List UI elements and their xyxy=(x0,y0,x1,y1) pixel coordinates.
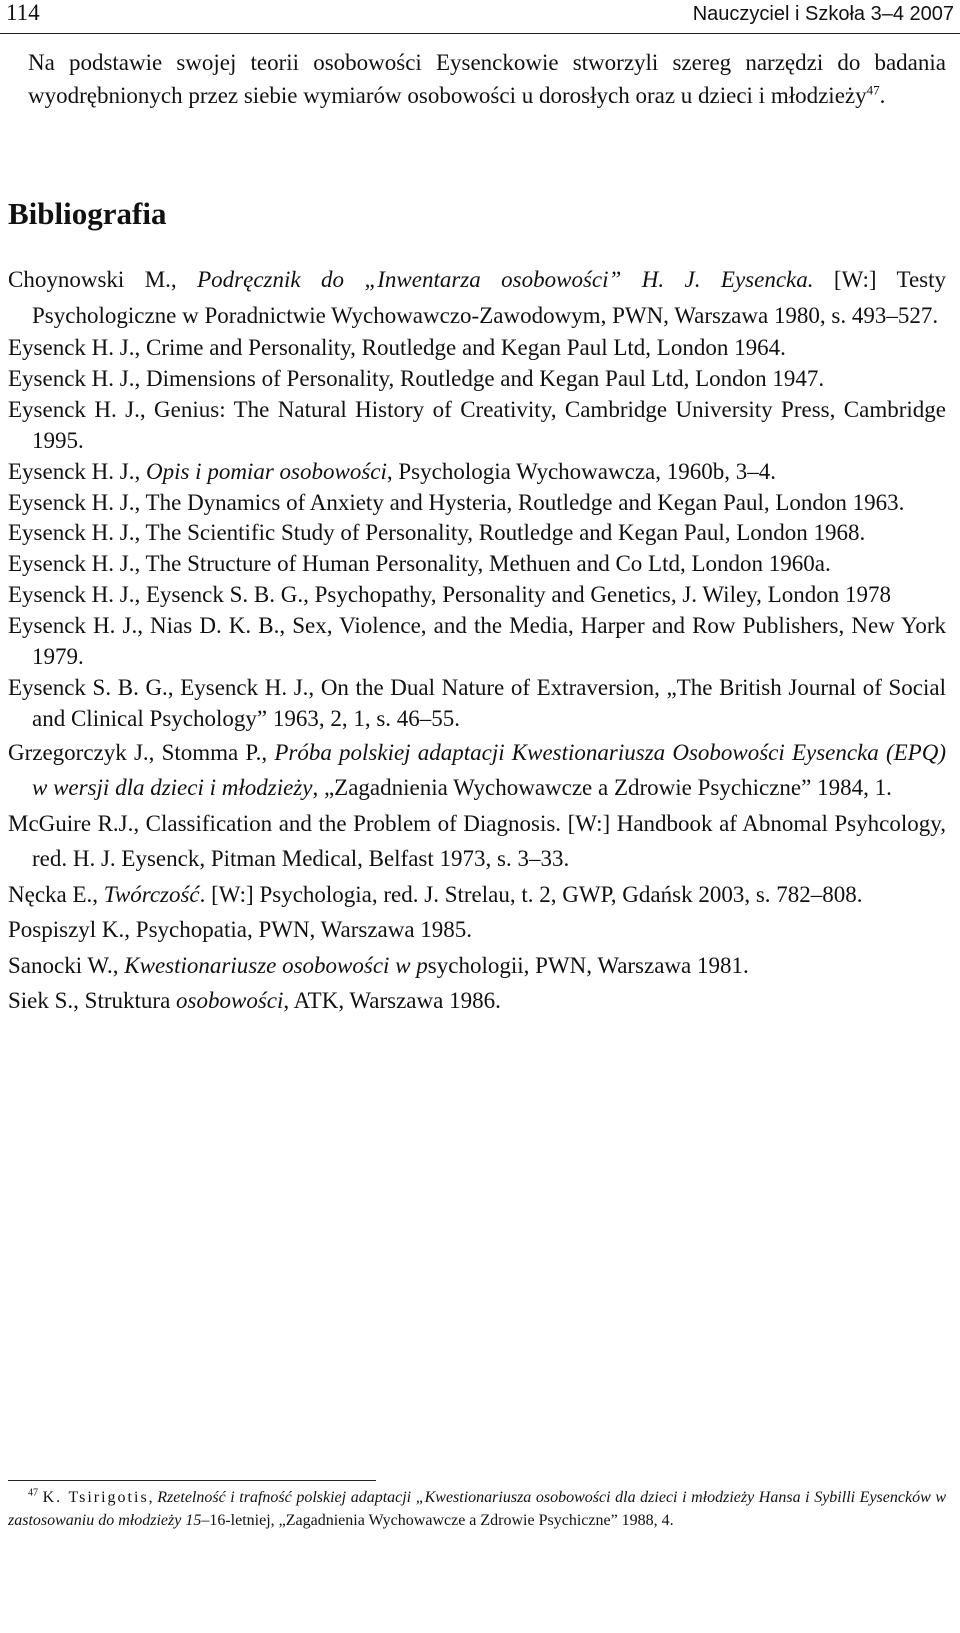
footnote-ref[interactable]: 47 xyxy=(866,82,880,98)
entry-text: sychologii, PWN, Warszawa 1981. xyxy=(427,952,749,978)
bibliography-entry xyxy=(8,806,946,877)
entry-text: , ATK, Warszawa 1986. xyxy=(283,988,501,1014)
entry-text: Pospiszyl K., Psychopatia, PWN, Warszawa 1985. xyxy=(8,917,473,943)
intro-end: . xyxy=(879,83,886,108)
entry-title: Kwestionariusze osobowości w p xyxy=(124,952,428,978)
entry-text: Eysenck S. B. G., Eysenck H. J., On the Dual Nature of Extraversion, „The British Journal of Social and Clinical Psychology” 1963, 2, 1, s. 46–55. xyxy=(8,674,946,731)
running-head: Nauczyciel i Szkoła 3–4 2007 xyxy=(692,3,954,25)
bibliography-entry xyxy=(8,549,946,580)
bibliography-entry xyxy=(8,948,946,984)
bibliography-entry xyxy=(8,395,946,457)
bibliography-entry xyxy=(8,611,946,673)
bibliography-entry xyxy=(8,364,946,395)
bibliography-entry xyxy=(8,488,946,519)
entry-title: Podręcznik do „Inwentarza osobowości” H. J. Eysencka. xyxy=(197,267,814,292)
page-header xyxy=(0,0,960,34)
bibliography-entry xyxy=(8,735,946,806)
entry-text: Eysenck H. J., Crime and Personality, Routledge and Kegan Paul Ltd, London 1964. xyxy=(8,335,786,360)
entry-text: Eysenck H. J., Genius: The Natural History of Creativity, Cambridge University Press, Cambridge 1995. xyxy=(8,396,946,453)
entry-text: , Psychologia Wychowawcza, 1960b, 3–4. xyxy=(386,458,776,484)
entry-title: osobowości xyxy=(176,988,284,1014)
footnote: $^{47}$ K. Tsirigotis, Rzetelność i trafność polskiej adaptacji „Kwestionariusza osobowości dla dzieci i młodzieży Hansa i Sybilli Eysencków w zastosowaniu do młodzieży 15–16-letniej, „Zagadnienia Wychowawcze a Zdrowie Psychiczne” 1988, 4. xyxy=(8,1487,947,1529)
bibliography-entry xyxy=(8,457,946,488)
entry-text: Eysenck H. J., The Scientific Study of Personality, Routledge and Kegan Paul, London 1968. xyxy=(8,520,866,546)
entry-text: Eysenck H. J., Dimensions of Personality, Routledge and Kegan Paul Ltd, London 1947. xyxy=(8,365,825,391)
entry-text: Eysenck H. J., xyxy=(8,458,146,484)
entry-text: Sanocki W., xyxy=(8,952,125,978)
entry-text: . [W:] Psychologia, red. J. Strelau, t. 2, GWP, Gdańsk 2003, s. 782–808. xyxy=(199,881,863,907)
bibliography-entry xyxy=(8,333,946,364)
entry-title: Opis i pomiar osobowości xyxy=(145,458,387,484)
entry-text: Eysenck H. J., Eysenck S. B. G., Psychopathy, Personality and Genetics, J. Wiley, London 1978 xyxy=(8,582,891,608)
intro-text: Na podstawie swojej teorii osobowości Eysenckowie stworzyli szereg narzędzi do badania wyodrębnionych przez siebie wymiarów osobowości u dorosłych oraz u dzieci i młodzieży xyxy=(28,50,946,108)
footnote-rule xyxy=(8,1480,376,1481)
entry-text: McGuire R.J., Classification and the Problem of Diagnosis. [W:] Handbook af Abnomal Psyhcology, red. H. J. Eysenck, Pitman Medical, Belfast 1973, s. 3–33. xyxy=(8,810,946,872)
page-number: 114 xyxy=(6,0,40,25)
footnote-number: 47 xyxy=(28,1487,38,1499)
entry-text: [W:] Testy Psychologiczne w Poradnictwie Wychowawczo-Zawodowym, PWN, Warszawa 1980, s. 493–527. xyxy=(32,267,947,328)
entry-text: Siek S., Struktura xyxy=(8,988,177,1014)
bibliography-entry xyxy=(8,673,946,735)
footnote-author: K. Tsirigotis xyxy=(42,1489,149,1506)
entry-text: Eysenck H. J., The Dynamics of Anxiety and Hysteria, Routledge and Kegan Paul, London 1963. xyxy=(8,489,905,515)
section-heading: Bibliografia xyxy=(8,196,167,231)
entry-text: Eysenck H. J., The Structure of Human Personality, Methuen and Co Ltd, London 1960a. xyxy=(8,551,831,577)
bibliography-entry xyxy=(8,877,946,913)
header-rule xyxy=(0,33,960,34)
entry-title: Próba polskiej adaptacji Kwestionariusza Osobowości Eysencka (EPQ) w wersji dla dzieci i młodzieży xyxy=(32,739,946,801)
entry-text: Choynowski M., xyxy=(8,267,198,292)
intro-paragraph xyxy=(28,46,946,112)
bibliography-entry xyxy=(8,518,946,549)
entry-title: Twórczość xyxy=(103,881,200,907)
footnote-title: Rzetelność i trafność polskiej adaptacji „Kwestionariusza osobowości dla dzieci i młodzieży Hansa i Sybilli Eysencków w zastosowaniu do młodzieży 15 xyxy=(8,1489,947,1529)
footnote-rest: –16-letniej, „Zagadnienia Wychowawcze a Zdrowie Psychiczne” 1988, 4. xyxy=(201,1512,674,1529)
bibliography-entry xyxy=(8,580,946,611)
bibliography-list xyxy=(8,262,946,1019)
entry-text: , „Zagadnienia Wychowawcze a Zdrowie Psychiczne” 1984, 1. xyxy=(312,775,892,801)
bibliography-entry xyxy=(8,912,946,948)
entry-text: Grzegorczyk J., Stomma P., xyxy=(8,739,275,765)
entry-text: Eysenck H. J., Nias D. K. B., Sex, Violence, and the Media, Harper and Row Publishers, New York 1979. xyxy=(8,613,946,670)
entry-text: Nęcka E., xyxy=(8,881,104,907)
bibliography-entry xyxy=(8,983,946,1019)
bibliography-entry xyxy=(8,262,946,333)
